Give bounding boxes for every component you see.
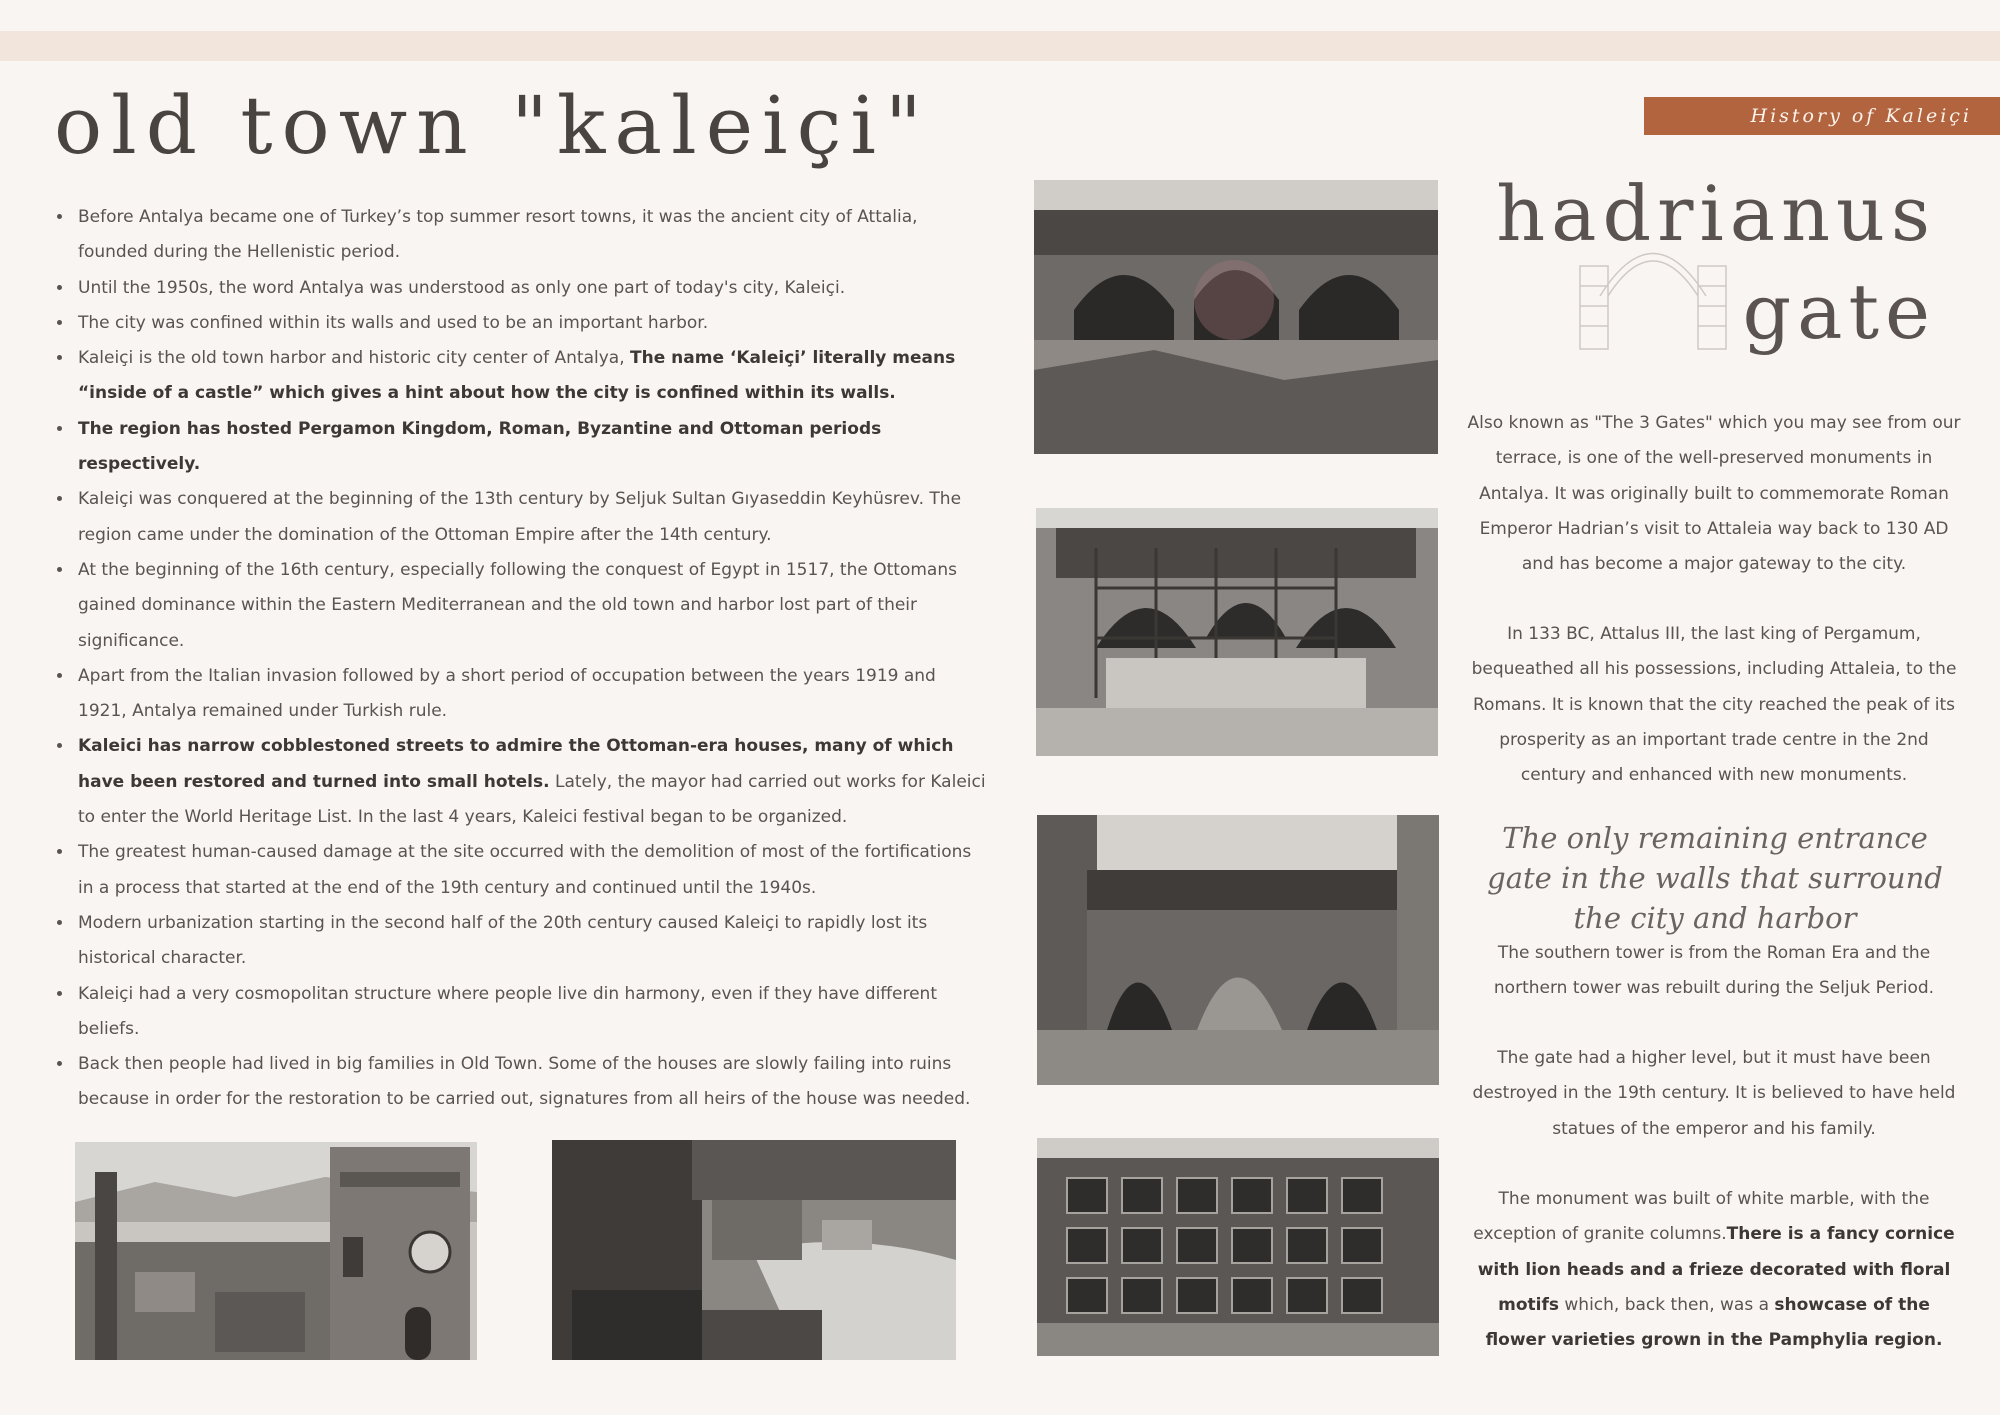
gate-paragraph-4: The gate had a higher level, but it must have been destroyed in the 19th century. It is believed to have held statues of the emperor and his family.: [1472, 1048, 1956, 1139]
gate-script-quote: The only remaining entrance gate in the walls that surround the city and harbor: [1487, 821, 1943, 935]
bullet-item: • The greatest human-caused damage at the site occurred with the demolition of most of the fortifications in a process that started at the end of the 19th century and continued until the 1940s.: [74, 835, 986, 906]
gate-title-line2: gate: [1742, 267, 1936, 356]
photo-gate-ruins: [1034, 180, 1438, 454]
bullet-item: • Modern urbanization starting in the second half of the 20th century caused Kaleiçi to rapidly lost its historical character.: [74, 906, 986, 977]
page-title: old town "kaleiçi": [54, 79, 931, 172]
gate-paragraph-2: In 133 BC, Attalus III, the last king of Pergamum, bequeathed all his possessions, including Attaleia, to the Romans. It is known that the city reached the peak of its prosperity as an important trade centre in the 2nd century and enhanced with new monuments.: [1471, 624, 1957, 786]
bullet-item: • At the beginning of the 16th century, especially following the conquest of Egypt in 1517, the Ottomans gained dominance within the Eastern Mediterranean and the old town and harbor lost part of their significance.: [74, 553, 986, 659]
bullet-item: • Kaleiçi is the old town harbor and historic city center of Antalya, The name ‘Kaleiçi’ literally means “inside of a castle” which gives a hint about how the city is confined within its walls.: [74, 341, 986, 412]
section-tag: History of Kaleiçi: [1644, 97, 2000, 135]
bullet-item: • Until the 1950s, the word Antalya was understood as only one part of today's city, Kaleiçi.: [74, 271, 986, 306]
top-band: [0, 31, 2000, 61]
bullet-item: • The city was confined within its walls and used to be an important harbor.: [74, 306, 986, 341]
bullet-item: • Kaleiçi had a very cosmopolitan structure where people live din harmony, even if they have different beliefs.: [74, 977, 986, 1048]
gate-title-line1: hadrianus: [1496, 169, 1936, 258]
bullet-item: • Before Antalya became one of Turkey’s top summer resort towns, it was the ancient city of Attalia, founded during the Hellenistic period.: [74, 200, 986, 271]
bullet-item: • Kaleiçi was conquered at the beginning of the 13th century by Seljuk Sultan Gıyaseddin Keyhüsrev. The region came under the domination of the Ottoman Empire after the 14th century.: [74, 482, 986, 553]
photo-gate-coffered-ceiling: [1037, 1138, 1439, 1356]
photo-clock-tower: [75, 1142, 477, 1360]
photo-harbor: [552, 1140, 956, 1360]
gate-paragraph-3: The southern tower is from the Roman Era and the northern tower was rebuilt during the Seljuk Period.: [1493, 943, 1935, 999]
gate-paragraph-5: The monument was built of white marble, with the exception of granite columns.There is a fancy cornice with lion heads and a frieze decorated with floral motifs which, back then, was a showcase of the flower varieties grown in the Pamphylia region.: [1473, 1189, 1955, 1351]
history-bullet-list: [50, 200, 986, 1118]
bullet-item: • Apart from the Italian invasion followed by a short period of occupation between the years 1919 and 1921, Antalya remained under Turkish rule.: [74, 659, 986, 730]
photo-gate-restoration: [1036, 508, 1438, 756]
gate-title: [1496, 169, 1950, 376]
bullet-item: • The region has hosted Pergamon Kingdom, Roman, Byzantine and Ottoman periods respectively.: [74, 412, 986, 483]
photo-gate-arches: [1037, 815, 1439, 1085]
gate-paragraph-1: Also known as "The 3 Gates" which you may see from our terrace, is one of the well-preserved monuments in Antalya. It was originally built to commemorate Roman Emperor Hadrian’s visit to Attaleia way back to 130 AD and has become a major gateway to the city.: [1467, 413, 1961, 575]
bullet-item: • Kaleici has narrow cobblestoned streets to admire the Ottoman-era houses, many of which have been restored and turned into small hotels. Lately, the mayor had carried out works for Kaleici to enter the World Heritage List. In the last 4 years, Kaleici festival began to be organized.: [74, 729, 986, 835]
bullet-item: • Back then people had lived in big families in Old Town. Some of the houses are slowly failing into ruins because in order for the restoration to be carried out, signatures from all heirs of the house was needed.: [74, 1047, 986, 1118]
